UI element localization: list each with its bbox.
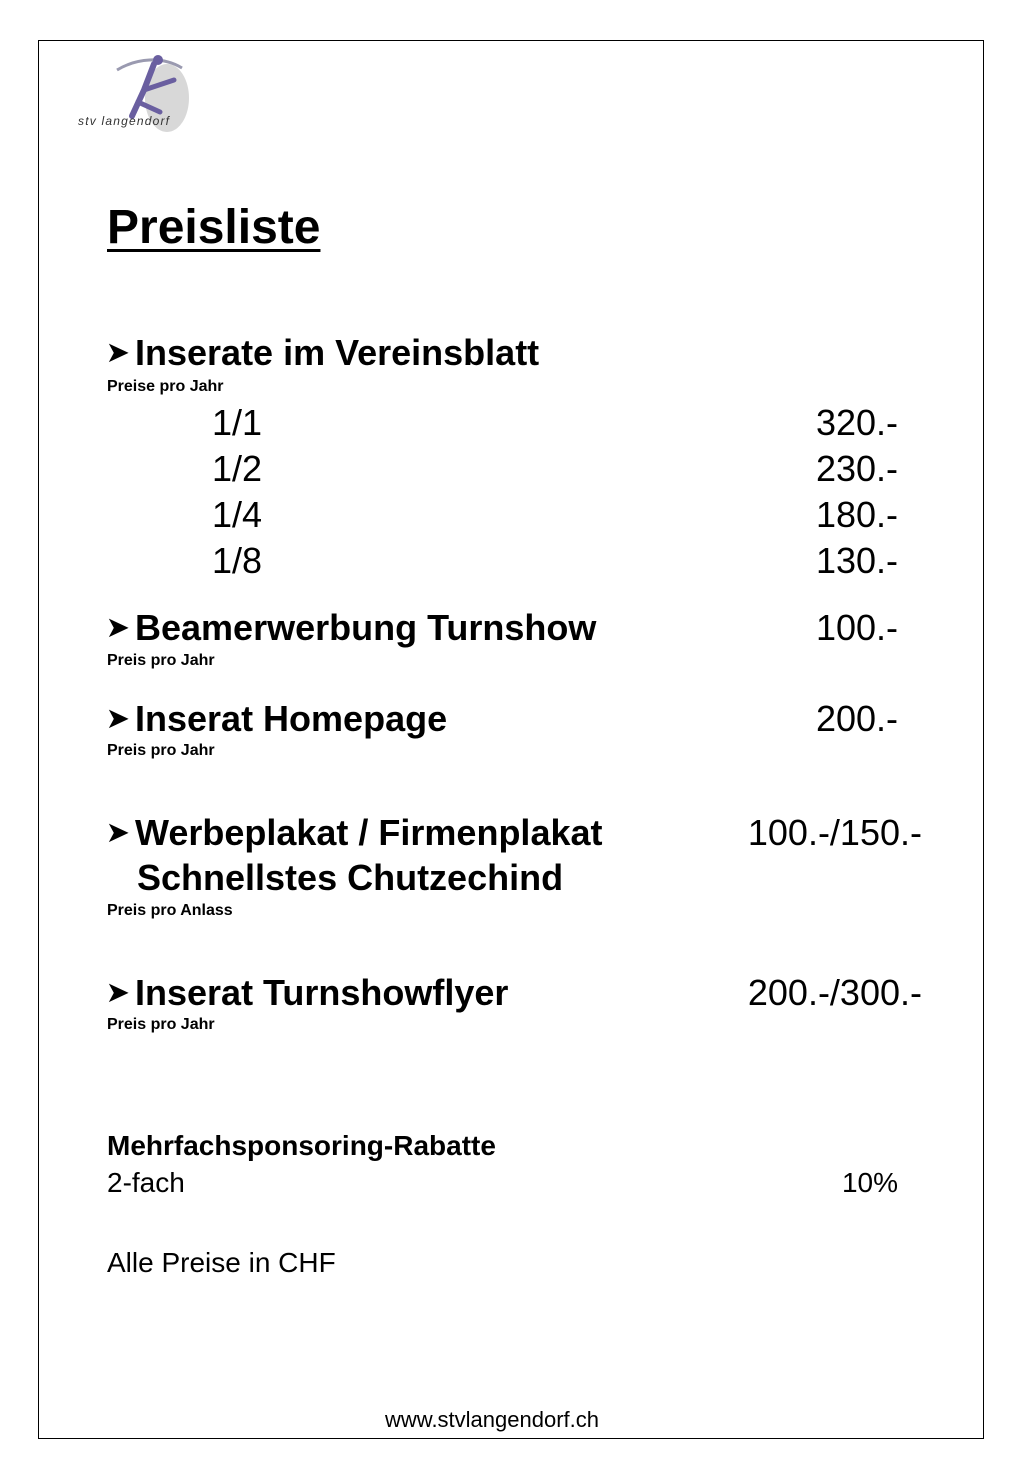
price-value: 230.- <box>815 448 898 489</box>
section-homepage-heading <box>107 698 447 740</box>
logo-text: stv langendorf <box>78 114 171 128</box>
size-label: 1/1 <box>212 402 263 443</box>
discount-value: 10% <box>841 1167 898 1198</box>
arrow-bullet-icon: ➤ <box>107 817 129 847</box>
discount-heading: Mehrfachsponsoring-Rabatte <box>107 1130 496 1161</box>
section-note: Preis pro Anlass <box>107 902 233 919</box>
price-value: 130.- <box>815 540 898 581</box>
section-plakat-heading <box>107 812 603 854</box>
section-flyer-heading <box>107 972 508 1014</box>
size-label: 1/4 <box>212 494 263 535</box>
size-label: 1/2 <box>212 448 263 489</box>
footer-url[interactable]: www.stvlangendorf.ch <box>385 1407 599 1432</box>
section-label: Beamerwerbung Turnshow <box>135 607 597 648</box>
section-note: Preise pro Jahr <box>107 378 224 395</box>
price-value: 200.- <box>815 698 898 739</box>
size-label: 1/8 <box>212 540 263 581</box>
section-label-second-line: Schnellstes Chutzechind <box>137 857 564 898</box>
section-beamer-heading <box>107 607 596 649</box>
arrow-bullet-icon: ➤ <box>107 612 129 642</box>
price-value: 320.- <box>815 402 898 443</box>
page-title: Preisliste <box>107 201 321 254</box>
price-value: 200.-/300.- <box>747 972 922 1013</box>
section-note: Preis pro Jahr <box>107 742 215 759</box>
discount-label: 2-fach <box>107 1167 185 1198</box>
section-note: Preis pro Jahr <box>107 652 215 669</box>
section-label: Werbeplakat / Firmenplakat <box>135 812 603 853</box>
arrow-bullet-icon: ➤ <box>107 977 129 1007</box>
price-value: 100.-/150.- <box>747 812 922 853</box>
section-label: Inserat Homepage <box>135 698 448 739</box>
section-label: Inserat Turnshowflyer <box>135 972 509 1013</box>
section-note: Preis pro Jahr <box>107 1016 215 1033</box>
price-value: 100.- <box>815 607 898 648</box>
arrow-bullet-icon: ➤ <box>107 337 129 367</box>
arrow-bullet-icon: ➤ <box>107 703 129 733</box>
price-value: 180.- <box>815 494 898 535</box>
section-vereinsblatt-heading <box>107 332 539 374</box>
section-label: Inserate im Vereinsblatt <box>135 332 540 373</box>
currency-note: Alle Preise in CHF <box>107 1247 336 1278</box>
